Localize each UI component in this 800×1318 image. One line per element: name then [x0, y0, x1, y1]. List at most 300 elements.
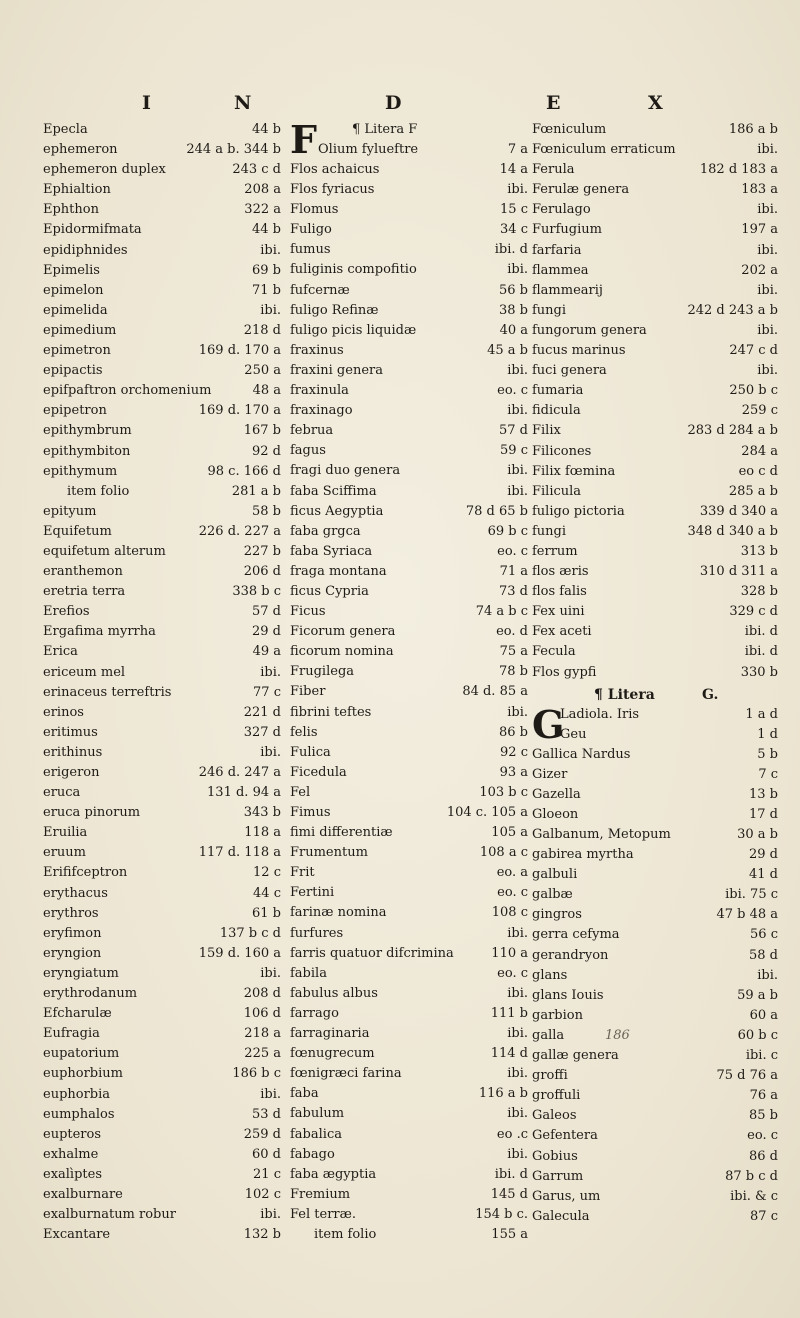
index-entry-text: item folio	[314, 1226, 377, 1242]
index-entry	[532, 562, 778, 582]
index-entry	[532, 582, 778, 602]
index-entry	[532, 765, 778, 785]
index-entry	[43, 582, 281, 602]
index-entry	[290, 321, 528, 341]
index-entry-text: fuci genera	[532, 363, 607, 379]
index-entry	[290, 1004, 528, 1024]
index-entry	[532, 602, 778, 622]
index-entry-text: gingros	[532, 907, 582, 923]
index-entry-ref: 1 d	[757, 726, 778, 742]
index-entry-ref: 78 d 65 b	[465, 503, 528, 519]
index-entry-ref: 327 d	[243, 724, 281, 740]
index-entry-ref: 202 a	[741, 262, 778, 278]
index-entry-ref: 339 d 340 a	[699, 503, 778, 519]
index-entry-text: fabalica	[290, 1126, 342, 1142]
index-entry-text: faba Syriaca	[290, 543, 373, 559]
index-entry-ref: 5 b	[757, 746, 778, 762]
index-entry-text: Eruilia	[43, 825, 88, 841]
index-entry-ref: ibi. c	[745, 1048, 778, 1064]
index-entry-text: Filix	[532, 423, 561, 439]
index-entry-ref: 111 b	[490, 1005, 528, 1021]
index-entry-ref: 329 c d	[729, 604, 778, 620]
index-entry-text: Fex aceti	[532, 624, 592, 640]
index-entry-ref: 87 b c d	[725, 1168, 778, 1184]
index-entry	[43, 1064, 281, 1084]
index-entry-ref: 58 b	[252, 503, 281, 519]
index-entry-ref: 84 d. 85 a	[462, 684, 528, 700]
index-entry-text: Excantare	[43, 1227, 111, 1243]
index-entry-text: flos falis	[532, 584, 587, 600]
index-entry	[290, 542, 528, 562]
index-entry-text: fufcernæ	[290, 282, 350, 298]
index-entry	[290, 502, 528, 522]
index-entry	[43, 863, 281, 883]
index-entry	[290, 783, 528, 803]
index-entry-text: Flomus	[290, 202, 339, 218]
index-entry-ref: 76 a	[749, 1088, 778, 1104]
index-entry-text: fumaria	[532, 383, 584, 399]
index-entry-text: fœnugrecum	[290, 1046, 375, 1062]
index-entry-text: Frugilega	[290, 664, 355, 680]
index-entry-text: galbæ	[532, 887, 573, 903]
index-entry-text: flammearij	[532, 282, 603, 298]
index-entry-text: farfaria	[532, 242, 582, 258]
index-entry-ref: ibi.	[757, 967, 778, 983]
index-entry	[43, 341, 281, 361]
section-head-g-title	[532, 683, 778, 705]
index-entry	[290, 1084, 528, 1104]
index-entry-ref: 29 d	[252, 624, 281, 640]
index-entry	[43, 120, 281, 140]
index-entry-ref: 225 a	[244, 1046, 281, 1062]
index-entry	[290, 401, 528, 421]
index-entry-ref: 186 b c	[232, 1066, 281, 1082]
index-entry-text: fraxinago	[290, 403, 353, 419]
index-entry-text: epimelon	[43, 282, 104, 298]
index-entry-ref: 86 d	[749, 1148, 778, 1164]
index-entry-text: fraxinula	[290, 383, 349, 399]
index-entry-ref: ibi.	[757, 363, 778, 379]
index-entry-text: fungi	[532, 523, 567, 539]
index-entry	[532, 261, 778, 281]
index-entry	[532, 160, 778, 180]
index-entry-ref: ibi.	[507, 1106, 528, 1122]
index-entry	[43, 1044, 281, 1064]
index-entry-ref: ibi.	[507, 925, 528, 941]
index-entry-ref: 12 c	[253, 865, 281, 881]
index-entry	[43, 924, 281, 944]
index-entry-ref: ibi. d	[494, 1166, 528, 1182]
index-entry	[43, 622, 281, 642]
index-entry-ref: 137 b c d	[219, 925, 281, 941]
index-entry-text: erythrodanum	[43, 986, 138, 1002]
index-entry	[290, 964, 528, 984]
index-entry-text: flammea	[532, 262, 589, 278]
index-entry-text: Ficedula	[290, 764, 347, 780]
index-entry-text: fraga montana	[290, 563, 387, 579]
index-entry-text: gerandryon	[532, 947, 609, 963]
index-entry-ref: ibi. 75 c	[725, 887, 778, 903]
index-entry-text: equifetum alterum	[43, 543, 166, 559]
index-entry-text: Eufragia	[43, 1026, 100, 1042]
index-entry-text: fimi differentiæ	[290, 825, 393, 841]
index-entry-ref: ibi.	[757, 282, 778, 298]
index-entry-text: Gizer	[532, 766, 568, 782]
index-entry	[290, 843, 528, 863]
index-entry-ref: 30 a b	[737, 827, 778, 842]
index-entry	[43, 421, 281, 441]
index-entry-text: epifpaftron orchomenium	[43, 383, 212, 399]
index-entry-ref: ibi.	[757, 242, 778, 258]
header-letter-x: X	[648, 92, 663, 114]
index-entry	[290, 602, 528, 622]
index-entry	[532, 622, 778, 642]
index-entry	[532, 200, 778, 220]
index-entry-ref: 242 d 243 a b	[687, 302, 778, 318]
index-entry-text: fuligo Refinæ	[290, 302, 379, 318]
index-entry-text: fabago	[290, 1146, 335, 1162]
index-entry	[43, 763, 281, 783]
index-entry-ref: 44 c	[253, 885, 281, 901]
index-entry-ref: ibi.	[507, 262, 528, 278]
index-entry	[532, 885, 778, 905]
index-entry-text: Epimelis	[43, 262, 100, 278]
index-entry-text: Gallica Nardus	[532, 746, 631, 762]
index-entry	[290, 200, 528, 220]
index-entry	[532, 361, 778, 381]
index-entry-text: ficorum nomina	[290, 644, 394, 660]
index-entry-text: Fel terræ.	[290, 1206, 356, 1222]
index-entry-ref: 71 a	[499, 563, 528, 579]
index-entry-ref: 159 d. 160 a	[198, 945, 281, 961]
index-entry	[43, 321, 281, 341]
index-entry-text: eruca	[43, 785, 81, 801]
index-entry-ref: 105 a	[491, 825, 528, 841]
index-entry	[532, 401, 778, 421]
index-entry-text: Fel	[290, 784, 311, 800]
section-title-f: ¶ Litera F	[352, 122, 418, 137]
index-entry	[290, 823, 528, 843]
index-entry	[532, 482, 778, 502]
index-entry-ref: 59 c	[500, 443, 528, 459]
index-entry-ref: ibi. & c	[730, 1188, 778, 1204]
index-entry	[43, 884, 281, 904]
index-entry-ref: 7 a	[507, 142, 528, 157]
index-entry	[290, 421, 528, 441]
index-entry-text: flos æris	[532, 564, 589, 580]
index-entry-ref: eo c d	[738, 463, 778, 479]
index-entry	[532, 381, 778, 401]
index-entry-ref: ibi.	[757, 322, 778, 338]
index-entry-text: eranthemon	[43, 564, 123, 580]
header-letter-e: E	[546, 92, 561, 114]
index-entry	[532, 522, 778, 542]
index-entry	[532, 986, 778, 1006]
index-entry-ref: 45 a b	[487, 342, 528, 358]
index-entry-ref: 169 d. 170 a	[198, 403, 281, 419]
index-entry-text: epidiphnides	[43, 242, 128, 258]
index-entry-ref: 75 a	[499, 644, 528, 660]
index-header	[0, 92, 800, 120]
index-entry-ref: 69 b	[252, 262, 281, 278]
index-entry-text: epityum	[43, 503, 97, 519]
index-entry-text: Fœniculum	[532, 122, 607, 137]
index-entry-text: Gefentera	[532, 1128, 598, 1144]
index-entry	[43, 1165, 281, 1185]
index-entry-ref: 61 b	[252, 905, 281, 921]
index-entry	[43, 843, 281, 863]
index-entry	[43, 1024, 281, 1044]
index-entry	[43, 1145, 281, 1165]
index-entry-ref: 44 b	[252, 122, 281, 137]
index-entry-text: farinæ nomina	[290, 905, 387, 921]
index-entry-ref: 74 a b c	[475, 604, 528, 620]
index-entry-ref: eo. c	[747, 1128, 778, 1144]
index-entry	[532, 462, 778, 482]
index-entry-text: gerra cefyma	[532, 927, 620, 943]
index-entry-text: groffuli	[532, 1088, 581, 1104]
index-entry-ref: 226 d. 227 a	[198, 523, 281, 539]
index-entry-text: Flos achaicus	[290, 162, 380, 177]
index-entry-ref: 313 b	[740, 543, 778, 559]
index-entry	[290, 281, 528, 301]
index-entry-ref: 103 b c	[479, 784, 528, 800]
index-entry	[290, 703, 528, 723]
section-letter-g: G.	[702, 686, 719, 703]
index-entry-ref: ibi.	[507, 1146, 528, 1162]
index-entry	[43, 220, 281, 240]
index-entry-ref: ibi. d	[494, 242, 528, 258]
index-entry	[290, 562, 528, 582]
index-entry-text: Olium fylueftre	[318, 142, 419, 157]
index-entry	[43, 361, 281, 381]
index-entry-text: epimetron	[43, 343, 111, 359]
index-entry-text: fumus	[290, 242, 331, 258]
index-entry-ref: ibi.	[507, 362, 528, 378]
index-entry-text: Ficorum genera	[290, 624, 396, 640]
index-entry-text: Furfugium	[532, 222, 602, 238]
index-entry-ref: 186 a b	[728, 122, 778, 137]
index-entry-text: eretria terra	[43, 584, 126, 600]
index-entry	[43, 261, 281, 281]
index-entry	[43, 642, 281, 662]
index-entry-text: glans	[532, 967, 568, 983]
index-entry-ref: eo. c	[497, 885, 528, 901]
index-entry-ref: 69 b c	[487, 523, 528, 539]
index-entry-ref: ibi.	[507, 403, 528, 419]
index-entry-ref: 86 b	[499, 724, 528, 740]
index-entry-text: eryngiatum	[43, 965, 119, 981]
index-entry-text: exalburnare	[43, 1186, 123, 1202]
index-entry-ref: 49 a	[252, 644, 281, 660]
index-entry	[532, 845, 778, 865]
index-entry-ref: 155 a	[491, 1226, 528, 1242]
index-entry-ref: 13 b	[749, 786, 778, 802]
index-entry-text: fidicula	[532, 403, 581, 419]
index-entry-text: farraginaria	[290, 1026, 370, 1042]
index-entry	[532, 442, 778, 462]
index-entry-text: Gloeon	[532, 806, 579, 822]
index-entry-ref: 21 c	[253, 1166, 281, 1182]
index-entry-ref: 34 c	[500, 222, 528, 238]
index-entry	[43, 482, 281, 502]
index-entry	[532, 825, 778, 845]
index-entry-ref: 75 d 76 a	[716, 1068, 778, 1084]
index-entry-text: Ferulago	[532, 202, 591, 218]
index-entry-text: fabila	[290, 965, 327, 981]
index-entry	[43, 522, 281, 542]
index-column-1	[43, 120, 281, 1245]
index-entry	[43, 703, 281, 723]
index-entry-ref: ibi.	[260, 1207, 281, 1223]
index-entry-text: eritimus	[43, 724, 98, 740]
index-entry-text: Flos fyriacus	[290, 182, 375, 198]
index-entry	[290, 1165, 528, 1185]
index-entry-text: euphorbium	[43, 1066, 123, 1082]
index-entry	[43, 723, 281, 743]
index-entry-ref: 15 c	[500, 202, 528, 218]
index-entry-ref: 58 d	[749, 947, 778, 963]
index-entry	[532, 1006, 778, 1026]
index-entry-text: eruum	[43, 845, 86, 861]
index-entry	[43, 823, 281, 843]
index-entry-ref: 330 b	[740, 664, 778, 680]
section-head-g	[532, 701, 778, 747]
index-entry-text: Fuligo	[290, 222, 332, 238]
index-entry-ref: 108 c	[491, 905, 528, 921]
index-entry	[43, 602, 281, 622]
index-entry	[290, 381, 528, 401]
index-entry-ref: 87 c	[750, 1208, 778, 1224]
index-entry	[532, 642, 778, 662]
index-entry	[290, 482, 528, 502]
index-entry	[290, 1104, 528, 1124]
index-entry-text: fabulus albus	[290, 985, 378, 1001]
index-entry-ref: eo. d	[496, 624, 528, 640]
index-entry-text: fraxinus	[290, 342, 344, 358]
index-entry-ref: 92 d	[252, 443, 281, 459]
index-entry	[43, 562, 281, 582]
index-entry	[43, 663, 281, 683]
index-entry	[43, 1185, 281, 1205]
initial-letter-g: G	[532, 701, 565, 747]
index-entry	[532, 301, 778, 321]
index-entry	[290, 180, 528, 200]
index-entry-text: faba grgca	[290, 523, 361, 539]
index-entry-text: epimedium	[43, 322, 117, 338]
index-entry	[43, 1225, 281, 1245]
index-entry-ref: ibi.	[757, 202, 778, 218]
index-entry-ref: 246 d. 247 a	[198, 765, 281, 780]
index-entry	[43, 542, 281, 562]
index-entry-ref: 183 a	[741, 182, 778, 198]
index-entry-ref: 328 b	[740, 584, 778, 600]
index-entry-text: gallæ genera	[532, 1048, 619, 1064]
index-entry	[43, 783, 281, 803]
index-entry-text: Flos gypfi	[532, 664, 597, 680]
index-entry-text: faba ægyptia	[290, 1166, 377, 1182]
index-entry-text: felis	[290, 724, 318, 740]
index-entry-text: ephemeron duplex	[43, 162, 166, 178]
index-entry	[532, 925, 778, 945]
index-entry	[532, 663, 778, 683]
index-entry-ref: 310 d 311 a	[699, 564, 778, 580]
index-entry-ref: 53 d	[252, 1106, 281, 1122]
index-entry-text: fuligo pictoria	[532, 503, 625, 519]
index-entry-ref: 132 b	[243, 1227, 281, 1243]
index-entry-ref: 116 a b	[478, 1086, 528, 1102]
index-entry	[532, 1046, 778, 1066]
index-entry	[532, 321, 778, 341]
index-entry-text: Fertini	[290, 885, 335, 901]
index-entry-text: Garus, um	[532, 1188, 601, 1204]
index-entry-text: farrago	[290, 1005, 339, 1021]
index-entry-text: fungi	[532, 302, 567, 318]
index-entry-ref: 285 a b	[728, 483, 778, 499]
index-entry-ref: ibi.	[757, 142, 778, 158]
index-entry	[532, 905, 778, 925]
index-entry-ref: 208 a	[244, 182, 281, 198]
index-entry-text: Fimus	[290, 805, 331, 820]
index-entry-text: epimelida	[43, 302, 108, 318]
index-entry-text: Filix fœmina	[532, 463, 616, 479]
index-entry-ref: ibi.	[260, 1086, 281, 1102]
index-entry	[290, 883, 528, 903]
index-entry-ref: eo. c	[497, 543, 528, 559]
index-entry-text: epithymbrum	[43, 423, 132, 439]
index-entry	[290, 461, 528, 481]
section-head-f	[290, 117, 528, 162]
index-entry-text: fraxini genera	[290, 362, 383, 378]
index-entry	[532, 946, 778, 966]
index-entry	[43, 160, 281, 180]
index-entry-ref: 131 d. 94 a	[207, 785, 281, 801]
index-entry	[290, 662, 528, 682]
index-entry	[290, 682, 528, 702]
index-entry-ref: 73 d	[499, 583, 528, 599]
index-entry-text: Ficus	[290, 604, 326, 620]
index-entry-ref: ibi.	[260, 664, 281, 680]
index-entry	[43, 1105, 281, 1125]
index-entry	[43, 462, 281, 482]
index-entry-text: Fulica	[290, 744, 331, 760]
index-entry-ref: 106 d	[243, 1006, 281, 1022]
index-entry-ref: 243 c d	[232, 162, 281, 178]
header-letter-i: I	[142, 92, 151, 114]
index-entry-text: epithymum	[43, 463, 118, 479]
index-entry-text: exalìptes	[43, 1166, 103, 1182]
index-entry-ref: 57 d	[499, 423, 528, 439]
index-entry-ref: 154 b c.	[475, 1206, 528, 1222]
index-entry	[532, 140, 778, 160]
index-entry	[290, 1225, 528, 1245]
index-entry-ref: 247 c d	[729, 343, 778, 359]
index-entry	[290, 160, 528, 180]
index-entry	[290, 863, 528, 883]
index-entry-ref: ibi.	[260, 744, 281, 760]
index-entry	[43, 683, 281, 703]
index-entry-text: Fremium	[290, 1186, 351, 1202]
index-entry-text: Ergafima myrrha	[43, 624, 156, 640]
index-entry-text: ericeum mel	[43, 664, 126, 680]
index-entry	[532, 785, 778, 805]
index-entry	[290, 361, 528, 381]
section-title-g: ¶ Litera	[594, 686, 655, 703]
index-entry-ref: 338 b c	[232, 584, 281, 600]
index-entry-ref: 322 a	[244, 202, 281, 218]
index-entry-ref: eo. c	[497, 965, 528, 981]
index-entry-text: erinos	[43, 704, 84, 720]
